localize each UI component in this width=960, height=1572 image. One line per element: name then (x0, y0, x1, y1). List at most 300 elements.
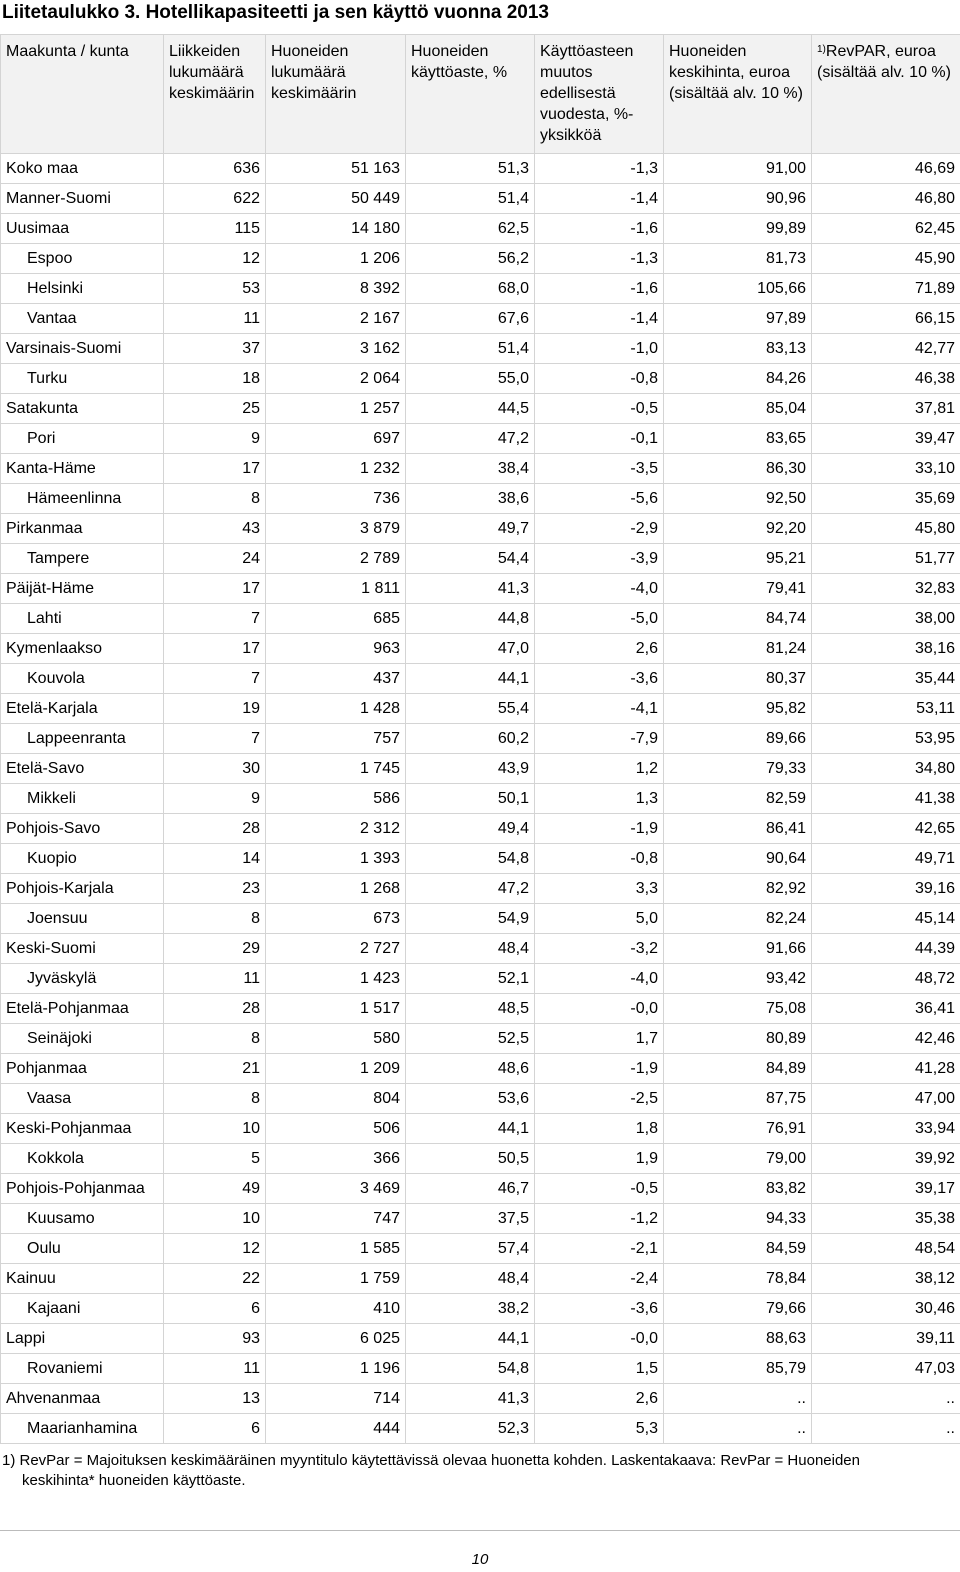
cell-establishments: 636 (164, 154, 266, 184)
cell-rooms: 3 162 (266, 334, 406, 364)
cell-rooms: 1 257 (266, 394, 406, 424)
cell-establishments: 12 (164, 1234, 266, 1264)
cell-occupancy: 47,0 (406, 634, 535, 664)
cell-rooms: 1 745 (266, 754, 406, 784)
cell-establishments: 25 (164, 394, 266, 424)
cell-occupancy-change: 1,7 (535, 1024, 664, 1054)
table-row (1, 454, 960, 484)
table-row (1, 514, 960, 544)
cell-occupancy-change: -2,5 (535, 1084, 664, 1114)
row-label: Oulu (1, 1234, 164, 1264)
cell-revpar: 39,47 (812, 424, 960, 454)
cell-rooms: 3 879 (266, 514, 406, 544)
header-occupancy-change: Käyttöasteen muutos edellisestä vuodesta, %-yksikköä (535, 35, 664, 154)
cell-rooms: 2 727 (266, 934, 406, 964)
cell-occupancy: 47,2 (406, 874, 535, 904)
table-row (1, 874, 960, 904)
cell-rooms: 1 268 (266, 874, 406, 904)
cell-occupancy: 48,6 (406, 1054, 535, 1084)
cell-establishments: 49 (164, 1174, 266, 1204)
cell-revpar: 45,14 (812, 904, 960, 934)
cell-occupancy: 41,3 (406, 574, 535, 604)
cell-revpar: 47,03 (812, 1354, 960, 1384)
hotel-capacity-table (0, 34, 960, 1444)
cell-establishments: 6 (164, 1414, 266, 1444)
cell-revpar: 35,44 (812, 664, 960, 694)
cell-occupancy: 38,2 (406, 1294, 535, 1324)
cell-rooms: 3 469 (266, 1174, 406, 1204)
cell-occupancy: 38,6 (406, 484, 535, 514)
cell-occupancy: 68,0 (406, 274, 535, 304)
cell-revpar: 38,00 (812, 604, 960, 634)
cell-revpar: .. (812, 1414, 960, 1444)
cell-revpar: 46,69 (812, 154, 960, 184)
cell-establishments: 19 (164, 694, 266, 724)
cell-average-price: 83,13 (664, 334, 812, 364)
cell-occupancy-change: 5,3 (535, 1414, 664, 1444)
cell-average-price: 90,96 (664, 184, 812, 214)
cell-occupancy-change: -1,4 (535, 184, 664, 214)
cell-revpar: 32,83 (812, 574, 960, 604)
cell-average-price: 82,92 (664, 874, 812, 904)
cell-establishments: 23 (164, 874, 266, 904)
cell-establishments: 93 (164, 1324, 266, 1354)
table-row (1, 1234, 960, 1264)
cell-rooms: 2 064 (266, 364, 406, 394)
cell-average-price: 79,33 (664, 754, 812, 784)
cell-occupancy: 51,4 (406, 334, 535, 364)
cell-rooms: 2 312 (266, 814, 406, 844)
cell-rooms: 685 (266, 604, 406, 634)
table-row (1, 214, 960, 244)
table-row (1, 244, 960, 274)
cell-rooms: 1 196 (266, 1354, 406, 1384)
cell-revpar: 62,45 (812, 214, 960, 244)
cell-average-price: 82,24 (664, 904, 812, 934)
row-label: Pohjois-Pohjanmaa (1, 1174, 164, 1204)
cell-revpar: 66,15 (812, 304, 960, 334)
table-row (1, 1204, 960, 1234)
cell-average-price: 76,91 (664, 1114, 812, 1144)
cell-occupancy-change: 1,8 (535, 1114, 664, 1144)
cell-revpar: 39,16 (812, 874, 960, 904)
row-label: Hämeenlinna (1, 484, 164, 514)
cell-occupancy-change: -2,1 (535, 1234, 664, 1264)
table-row (1, 814, 960, 844)
cell-average-price: 94,33 (664, 1204, 812, 1234)
cell-occupancy-change: -2,4 (535, 1264, 664, 1294)
cell-rooms: 8 392 (266, 274, 406, 304)
table-row (1, 364, 960, 394)
cell-occupancy-change: -7,9 (535, 724, 664, 754)
header-average-price: Huoneiden keskihinta, euroa (sisältää alv. 10 %) (664, 35, 812, 154)
cell-occupancy-change: -3,9 (535, 544, 664, 574)
row-label: Lappeenranta (1, 724, 164, 754)
cell-rooms: 51 163 (266, 154, 406, 184)
cell-revpar: 53,95 (812, 724, 960, 754)
cell-establishments: 10 (164, 1114, 266, 1144)
cell-revpar: 33,10 (812, 454, 960, 484)
cell-establishments: 43 (164, 514, 266, 544)
cell-occupancy-change: -1,9 (535, 1054, 664, 1084)
cell-average-price: 97,89 (664, 304, 812, 334)
cell-occupancy-change: -0,0 (535, 1324, 664, 1354)
cell-rooms: 963 (266, 634, 406, 664)
cell-average-price: 79,41 (664, 574, 812, 604)
cell-average-price: 95,21 (664, 544, 812, 574)
table-row (1, 724, 960, 754)
cell-establishments: 30 (164, 754, 266, 784)
row-label: Kuopio (1, 844, 164, 874)
cell-occupancy-change: -3,6 (535, 664, 664, 694)
table-row (1, 1174, 960, 1204)
cell-occupancy-change: -3,2 (535, 934, 664, 964)
cell-rooms: 506 (266, 1114, 406, 1144)
table-row (1, 484, 960, 514)
row-label: Helsinki (1, 274, 164, 304)
cell-rooms: 804 (266, 1084, 406, 1114)
table-row (1, 1414, 960, 1444)
row-label: Uusimaa (1, 214, 164, 244)
cell-revpar: 42,46 (812, 1024, 960, 1054)
cell-occupancy: 41,3 (406, 1384, 535, 1414)
cell-rooms: 747 (266, 1204, 406, 1234)
cell-occupancy-change: -1,6 (535, 214, 664, 244)
cell-occupancy: 47,2 (406, 424, 535, 454)
cell-occupancy: 62,5 (406, 214, 535, 244)
cell-revpar: 44,39 (812, 934, 960, 964)
cell-rooms: 2 167 (266, 304, 406, 334)
row-label: Jyväskylä (1, 964, 164, 994)
cell-average-price: 81,73 (664, 244, 812, 274)
cell-revpar: 42,77 (812, 334, 960, 364)
table-body (1, 154, 960, 1444)
table-row (1, 904, 960, 934)
cell-revpar: 48,54 (812, 1234, 960, 1264)
table-row (1, 304, 960, 334)
cell-occupancy-change: -4,0 (535, 574, 664, 604)
table-row (1, 1054, 960, 1084)
cell-revpar: 39,17 (812, 1174, 960, 1204)
table-row (1, 1324, 960, 1354)
cell-occupancy-change: -5,0 (535, 604, 664, 634)
page-title: Liitetaulukko 3. Hotellikapasiteetti ja sen käyttö vuonna 2013 (2, 2, 549, 23)
cell-average-price: 95,82 (664, 694, 812, 724)
cell-rooms: 714 (266, 1384, 406, 1414)
cell-revpar: 49,71 (812, 844, 960, 874)
row-label: Lahti (1, 604, 164, 634)
row-label: Kuusamo (1, 1204, 164, 1234)
cell-establishments: 13 (164, 1384, 266, 1414)
cell-occupancy: 43,9 (406, 754, 535, 784)
cell-average-price: 82,59 (664, 784, 812, 814)
cell-establishments: 7 (164, 664, 266, 694)
cell-average-price: 93,42 (664, 964, 812, 994)
cell-occupancy-change: -1,0 (535, 334, 664, 364)
table-row (1, 784, 960, 814)
cell-occupancy: 37,5 (406, 1204, 535, 1234)
cell-revpar: 39,11 (812, 1324, 960, 1354)
cell-average-price: 86,41 (664, 814, 812, 844)
cell-rooms: 1 206 (266, 244, 406, 274)
cell-occupancy: 49,7 (406, 514, 535, 544)
table-row (1, 1084, 960, 1114)
cell-occupancy: 44,8 (406, 604, 535, 634)
cell-revpar: 33,94 (812, 1114, 960, 1144)
cell-revpar: 45,80 (812, 514, 960, 544)
cell-revpar: 39,92 (812, 1144, 960, 1174)
row-label: Koko maa (1, 154, 164, 184)
cell-revpar: 46,38 (812, 364, 960, 394)
table-row (1, 544, 960, 574)
cell-average-price: 88,63 (664, 1324, 812, 1354)
row-label: Turku (1, 364, 164, 394)
cell-occupancy-change: -4,1 (535, 694, 664, 724)
cell-establishments: 17 (164, 634, 266, 664)
cell-occupancy: 54,8 (406, 1354, 535, 1384)
cell-rooms: 1 423 (266, 964, 406, 994)
cell-establishments: 24 (164, 544, 266, 574)
cell-establishments: 8 (164, 1084, 266, 1114)
cell-revpar: 53,11 (812, 694, 960, 724)
cell-occupancy-change: -1,6 (535, 274, 664, 304)
row-label: Kokkola (1, 1144, 164, 1174)
cell-rooms: 757 (266, 724, 406, 754)
cell-average-price: .. (664, 1414, 812, 1444)
cell-establishments: 22 (164, 1264, 266, 1294)
cell-average-price: 83,65 (664, 424, 812, 454)
header-rooms: Huoneiden lukumäärä keskimäärin (266, 35, 406, 154)
cell-occupancy: 51,4 (406, 184, 535, 214)
cell-occupancy: 53,6 (406, 1084, 535, 1114)
footnote-line-2: keskihinta* huoneiden käyttöaste. (22, 1472, 246, 1489)
page-number: 10 (471, 1551, 489, 1568)
table-row (1, 184, 960, 214)
row-label: Etelä-Savo (1, 754, 164, 784)
cell-occupancy: 54,9 (406, 904, 535, 934)
footnote-marker: 1) (817, 44, 826, 55)
row-label: Kainuu (1, 1264, 164, 1294)
cell-establishments: 11 (164, 1354, 266, 1384)
row-label: Vantaa (1, 304, 164, 334)
footnote-line-1: 1) RevPar = Majoituksen keskimääräinen myyntitulo käytettävissä olevaa huonetta kohden. Laskentakaava: RevPar = Huoneiden (2, 1452, 860, 1469)
cell-rooms: 366 (266, 1144, 406, 1174)
cell-revpar: 48,72 (812, 964, 960, 994)
row-label: Tampere (1, 544, 164, 574)
cell-average-price: .. (664, 1384, 812, 1414)
cell-occupancy-change: -0,0 (535, 994, 664, 1024)
cell-establishments: 6 (164, 1294, 266, 1324)
cell-establishments: 28 (164, 994, 266, 1024)
table-row (1, 754, 960, 784)
cell-occupancy-change: -0,8 (535, 364, 664, 394)
cell-establishments: 9 (164, 784, 266, 814)
cell-occupancy-change: -5,6 (535, 484, 664, 514)
cell-rooms: 1 393 (266, 844, 406, 874)
cell-average-price: 92,50 (664, 484, 812, 514)
cell-average-price: 84,59 (664, 1234, 812, 1264)
cell-average-price: 85,04 (664, 394, 812, 424)
cell-rooms: 1 232 (266, 454, 406, 484)
cell-average-price: 91,00 (664, 154, 812, 184)
cell-establishments: 10 (164, 1204, 266, 1234)
table-row (1, 574, 960, 604)
row-label: Pori (1, 424, 164, 454)
cell-occupancy-change: -0,5 (535, 394, 664, 424)
cell-average-price: 87,75 (664, 1084, 812, 1114)
cell-revpar: 45,90 (812, 244, 960, 274)
cell-occupancy-change: -3,5 (535, 454, 664, 484)
cell-occupancy: 44,1 (406, 1324, 535, 1354)
cell-occupancy: 50,5 (406, 1144, 535, 1174)
cell-occupancy: 50,1 (406, 784, 535, 814)
table-row (1, 844, 960, 874)
cell-rooms: 736 (266, 484, 406, 514)
cell-occupancy-change: -0,8 (535, 844, 664, 874)
cell-rooms: 697 (266, 424, 406, 454)
row-label: Etelä-Karjala (1, 694, 164, 724)
cell-revpar: 42,65 (812, 814, 960, 844)
cell-average-price: 81,24 (664, 634, 812, 664)
row-label: Varsinais-Suomi (1, 334, 164, 364)
cell-occupancy: 46,7 (406, 1174, 535, 1204)
footnote (2, 1451, 957, 1491)
cell-occupancy: 55,4 (406, 694, 535, 724)
row-label: Seinäjoki (1, 1024, 164, 1054)
cell-rooms: 444 (266, 1414, 406, 1444)
table-row (1, 964, 960, 994)
cell-occupancy: 48,4 (406, 934, 535, 964)
cell-establishments: 11 (164, 304, 266, 334)
cell-occupancy: 49,4 (406, 814, 535, 844)
row-label: Päijät-Häme (1, 574, 164, 604)
cell-occupancy-change: -0,1 (535, 424, 664, 454)
row-label: Kajaani (1, 1294, 164, 1324)
cell-average-price: 85,79 (664, 1354, 812, 1384)
cell-occupancy: 48,4 (406, 1264, 535, 1294)
cell-occupancy: 48,5 (406, 994, 535, 1024)
cell-occupancy-change: 3,3 (535, 874, 664, 904)
cell-revpar: 71,89 (812, 274, 960, 304)
cell-establishments: 8 (164, 904, 266, 934)
cell-rooms: 1 585 (266, 1234, 406, 1264)
cell-establishments: 37 (164, 334, 266, 364)
cell-average-price: 99,89 (664, 214, 812, 244)
table-row (1, 694, 960, 724)
cell-rooms: 410 (266, 1294, 406, 1324)
table-row (1, 154, 960, 184)
cell-occupancy-change: 1,3 (535, 784, 664, 814)
cell-establishments: 29 (164, 934, 266, 964)
cell-occupancy-change: -1,3 (535, 244, 664, 274)
cell-establishments: 115 (164, 214, 266, 244)
cell-occupancy: 54,8 (406, 844, 535, 874)
cell-occupancy-change: -1,9 (535, 814, 664, 844)
cell-revpar: 30,46 (812, 1294, 960, 1324)
cell-revpar: 46,80 (812, 184, 960, 214)
cell-occupancy-change: -1,3 (535, 154, 664, 184)
cell-occupancy-change: -1,4 (535, 304, 664, 334)
row-label: Rovaniemi (1, 1354, 164, 1384)
cell-establishments: 17 (164, 454, 266, 484)
cell-establishments: 12 (164, 244, 266, 274)
cell-occupancy: 44,1 (406, 1114, 535, 1144)
cell-revpar: 37,81 (812, 394, 960, 424)
cell-occupancy: 52,5 (406, 1024, 535, 1054)
cell-revpar: .. (812, 1384, 960, 1414)
row-label: Manner-Suomi (1, 184, 164, 214)
table-row (1, 424, 960, 454)
cell-revpar: 34,80 (812, 754, 960, 784)
cell-average-price: 79,66 (664, 1294, 812, 1324)
cell-average-price: 80,89 (664, 1024, 812, 1054)
cell-revpar: 38,16 (812, 634, 960, 664)
row-label: Vaasa (1, 1084, 164, 1114)
row-label: Pohjois-Karjala (1, 874, 164, 904)
cell-revpar: 51,77 (812, 544, 960, 574)
cell-occupancy: 52,3 (406, 1414, 535, 1444)
table-row (1, 1294, 960, 1324)
table-row (1, 1144, 960, 1174)
cell-average-price: 84,74 (664, 604, 812, 634)
cell-occupancy: 56,2 (406, 244, 535, 274)
cell-occupancy: 60,2 (406, 724, 535, 754)
cell-revpar: 36,41 (812, 994, 960, 1024)
cell-rooms: 1 759 (266, 1264, 406, 1294)
cell-average-price: 86,30 (664, 454, 812, 484)
cell-occupancy: 52,1 (406, 964, 535, 994)
divider (0, 1530, 960, 1531)
cell-revpar: 47,00 (812, 1084, 960, 1114)
cell-establishments: 7 (164, 724, 266, 754)
cell-occupancy-change: -0,5 (535, 1174, 664, 1204)
table-row (1, 1114, 960, 1144)
cell-rooms: 580 (266, 1024, 406, 1054)
row-label: Kymenlaakso (1, 634, 164, 664)
row-label: Lappi (1, 1324, 164, 1354)
cell-occupancy-change: -2,9 (535, 514, 664, 544)
cell-occupancy: 44,1 (406, 664, 535, 694)
table-row (1, 994, 960, 1024)
cell-average-price: 84,89 (664, 1054, 812, 1084)
row-label: Ahvenanmaa (1, 1384, 164, 1414)
cell-rooms: 586 (266, 784, 406, 814)
table-row (1, 394, 960, 424)
table-row (1, 1264, 960, 1294)
table-row (1, 664, 960, 694)
cell-occupancy: 55,0 (406, 364, 535, 394)
table-row (1, 1384, 960, 1414)
row-label: Pohjois-Savo (1, 814, 164, 844)
cell-occupancy: 38,4 (406, 454, 535, 484)
cell-establishments: 11 (164, 964, 266, 994)
cell-rooms: 2 789 (266, 544, 406, 574)
table-row (1, 634, 960, 664)
cell-establishments: 7 (164, 604, 266, 634)
cell-establishments: 622 (164, 184, 266, 214)
cell-establishments: 28 (164, 814, 266, 844)
row-label: Satakunta (1, 394, 164, 424)
table-row (1, 604, 960, 634)
cell-average-price: 83,82 (664, 1174, 812, 1204)
cell-occupancy-change: -1,2 (535, 1204, 664, 1234)
table-row (1, 334, 960, 364)
cell-establishments: 18 (164, 364, 266, 394)
cell-average-price: 91,66 (664, 934, 812, 964)
cell-rooms: 673 (266, 904, 406, 934)
cell-establishments: 17 (164, 574, 266, 604)
header-row (1, 35, 960, 154)
